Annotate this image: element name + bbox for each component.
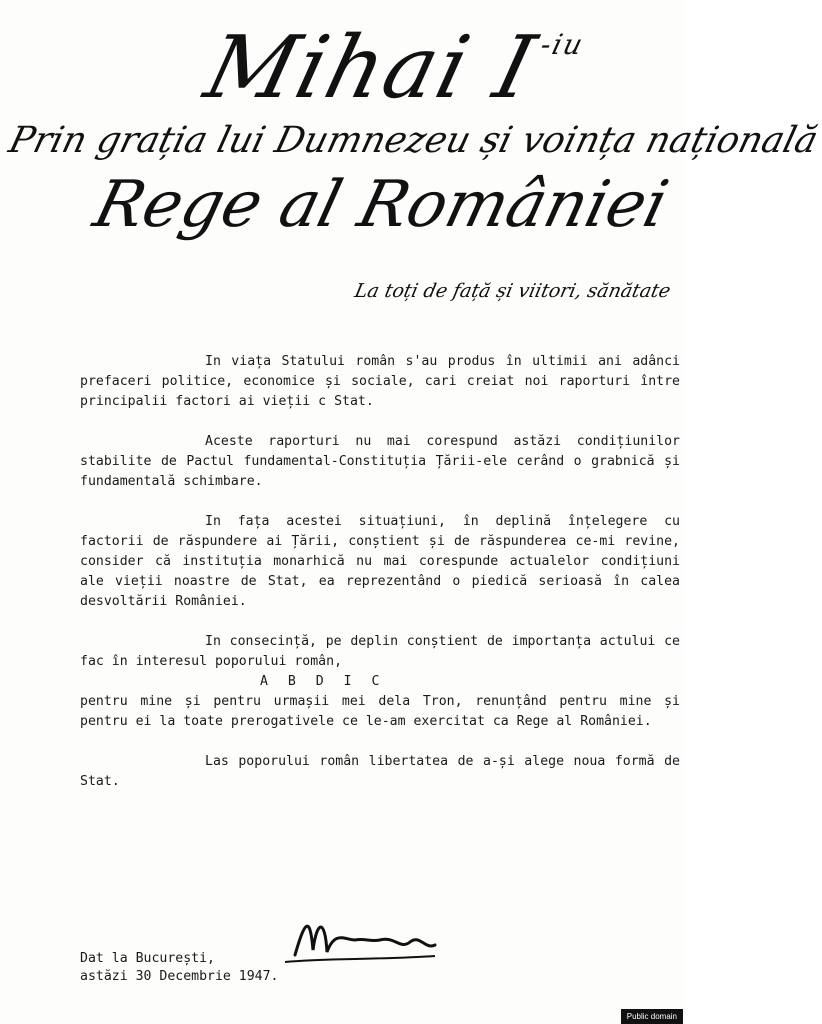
document-subtitle: Prin grația lui Dumnezeu și voința națională — [4, 120, 822, 161]
paragraph-6: Las poporului român libertatea de a-și alege noua formă de Stat. — [80, 754, 680, 789]
paragraph-5: pentru mine și pentru urmașii mei dela Tron, renunțând pentru mine și pentru ei la toate prerogativele ce le-am exercitat ca Rege al României. — [80, 694, 680, 729]
title-suffix: -iu — [537, 28, 588, 61]
date-line — [80, 950, 279, 986]
greeting-line: La toți de față și viitori, sănătate — [352, 280, 673, 302]
date-text: astăzi 30 Decembrie 1947. — [80, 969, 279, 984]
paragraph-2: Aceste raporturi nu mai corespund astăzi condițiunilor stabilite de Pactul fundamental-Constituția Țării-ele cerând o grabnică și fundamentală schimbare. — [80, 434, 680, 489]
paragraph-4: In consecință, pe deplin conștient de importanța actului ce fac în interesul poporului român, — [80, 634, 680, 669]
abdic-word: A B D I C — [260, 674, 386, 689]
signature-image — [285, 910, 445, 970]
credit-badge: Public domain — [621, 1009, 683, 1024]
paragraph-1: In viața Statului român s'au produs în ultimii ani adânci prefaceri politice, economice și sociale, cari creiat noi raporturi între principalii factori ai vieții c Stat. — [80, 354, 680, 409]
document-title-name: Mihai $I^{-iu}$ — [196, 18, 588, 118]
document-body — [80, 352, 680, 812]
document-title-role: Rege al României — [86, 168, 676, 242]
paragraph-3: In fața acestei situațiuni, în deplină înțelegere cu factorii de răspundere ai Țării, conștient și de răspunderea ce-mi revine, consider că instituția monarhică nu mai corespunde actualelor condițiuni ale vieții noastre de Stat, ea reprezentând o piedică serioasă în calea desvoltării României. — [80, 514, 680, 609]
date-place: Dat la București, — [80, 951, 215, 966]
